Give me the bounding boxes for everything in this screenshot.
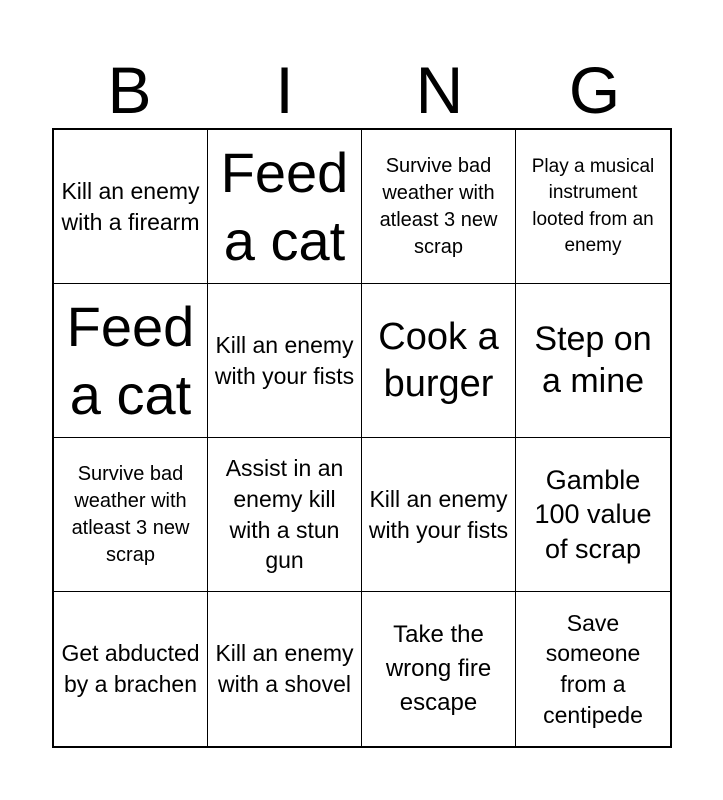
bingo-header <box>52 52 672 128</box>
header-letter-g: G <box>568 53 621 127</box>
bingo-board <box>52 128 672 748</box>
bingo-cell-4-3[interactable]: Take the wrong fire escape <box>362 592 516 746</box>
bingo-cell-2-4[interactable]: Step on a mine <box>516 284 670 438</box>
bingo-cell-3-2[interactable]: Assist in an enemy kill with a stun gun <box>208 438 362 592</box>
bingo-cell-3-4[interactable]: Gamble 100 value of scrap <box>516 438 670 592</box>
header-letter-b: B <box>107 53 152 127</box>
bingo-cell-2-3[interactable]: Cook a burger <box>362 284 516 438</box>
bingo-cell-1-1[interactable]: Kill an enemy with a firearm <box>54 130 208 284</box>
bingo-cell-4-2[interactable]: Kill an enemy with a shovel <box>208 592 362 746</box>
header-letter-i: I <box>275 53 294 127</box>
bingo-cell-2-1[interactable]: Feed a cat <box>54 284 208 438</box>
bingo-cell-2-2[interactable]: Kill an enemy with your fists <box>208 284 362 438</box>
header-letter-n: N <box>415 53 464 127</box>
bingo-cell-1-4[interactable]: Play a musical instrument looted from an enemy <box>516 130 670 284</box>
bingo-cell-4-4[interactable]: Save someone from a centipede <box>543 609 643 728</box>
bingo-cell-3-1[interactable]: Survive bad weather with atleast 3 new scrap <box>54 438 208 592</box>
bingo-cell-1-2[interactable]: Feed a cat <box>208 130 362 284</box>
bingo-cell-3-3[interactable]: Kill an enemy with your fists <box>362 438 516 592</box>
bingo-cell-4-1[interactable]: Get abducted by a brachen <box>54 592 208 746</box>
bingo-cell-1-3[interactable]: Survive bad weather with atleast 3 new scrap <box>362 130 516 284</box>
